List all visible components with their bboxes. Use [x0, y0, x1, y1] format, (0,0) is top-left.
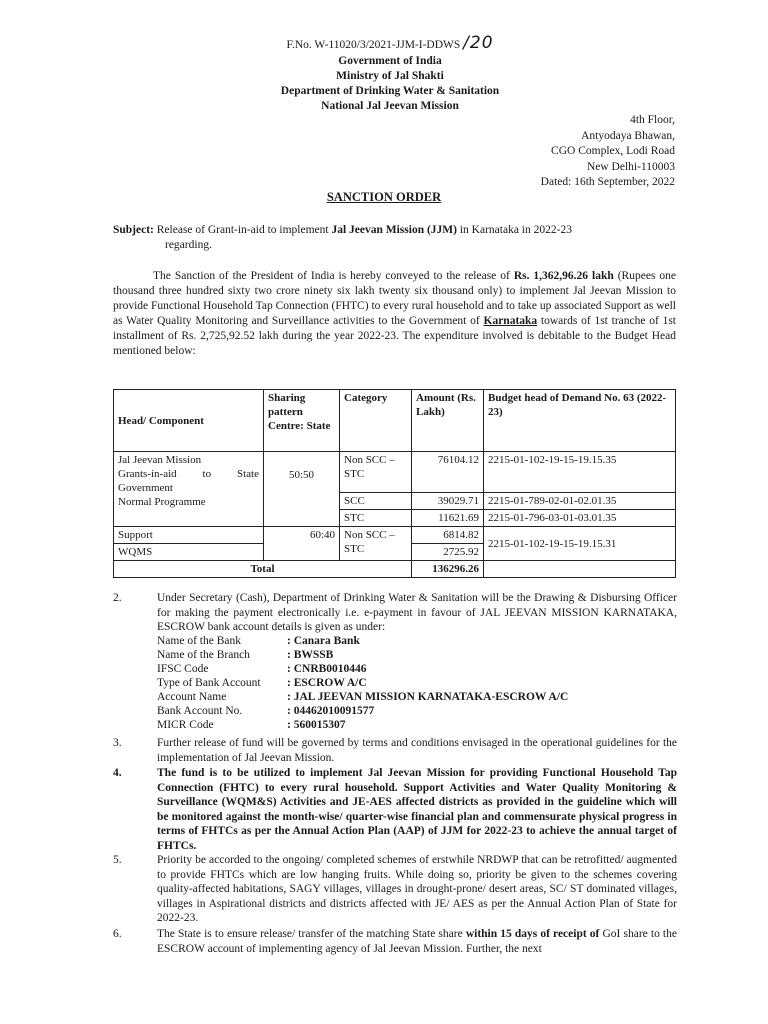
bank-row — [157, 662, 568, 676]
letterhead-line-mission: National Jal Jeevan Mission — [321, 100, 459, 112]
jjm-component-line-1: Jal Jeevan Mission — [118, 454, 202, 466]
file-number — [180, 33, 600, 53]
bank-key: Name of the Branch — [157, 649, 250, 661]
wqms-component-cell: WQMS — [114, 544, 264, 561]
bank-details — [157, 634, 568, 732]
letterhead-line-government: Government of India — [338, 55, 442, 67]
sanction-amount: Rs. 1,362,96.26 lakh — [513, 270, 614, 282]
category-cell: Non SCC – STC — [340, 527, 412, 561]
support-sharing-cell: 60:40 — [264, 527, 340, 561]
item-number: 6. — [113, 928, 122, 940]
subject-block — [113, 223, 683, 253]
jjm-component-cell — [114, 452, 264, 527]
total-label: Total — [114, 561, 412, 578]
bank-row — [157, 648, 568, 662]
bank-key: MICR Code — [157, 719, 214, 731]
address-block — [541, 113, 675, 191]
file-number-text: F.No. W-11020/3/2021-JJM-I-DDWS — [286, 39, 461, 51]
budget-cell: 2215-01-102-19-15-19.15.35 — [484, 452, 676, 493]
subject-line-2: regarding. — [165, 239, 212, 251]
letterhead-line-ministry: Ministry of Jal Shakti — [336, 70, 444, 82]
item-number: 2. — [113, 592, 122, 604]
sanction-paragraph — [113, 269, 676, 359]
header-budget: Budget head of Demand No. 63 (2022-23) — [484, 390, 676, 452]
table-row — [114, 452, 676, 493]
para-part-3: towards of 1st tranche of 1st installment of Rs. 2,725,92.52 lakh during the year 2022-23. The expenditure involved is debitable to the Budget Head mentioned below: — [113, 315, 677, 357]
header-amount: Amount (Rs. Lakh) — [412, 390, 484, 452]
bank-row — [157, 690, 568, 704]
item-text: Under Secretary (Cash), Department of Drinking Water & Sanitation will be the Drawing & Disbursing Officer for making the payment electronically i.e. e-payment in favour of JAL JEEVAN MISSION KARNATAKA, ESCROW bank account details is given as under: — [157, 592, 677, 633]
bank-key: Name of the Bank — [157, 635, 241, 647]
address-floor: 4th Floor, — [630, 114, 675, 126]
header-sharing: Sharing pattern Centre: State — [264, 390, 340, 452]
bank-value: : 04462010091577 — [287, 705, 375, 717]
bank-value: : ESCROW A/C — [287, 677, 367, 689]
address-complex: CGO Complex, Lodi Road — [551, 145, 675, 157]
table-row — [114, 527, 676, 544]
amount-cell: 11621.69 — [412, 510, 484, 527]
item-number: 5. — [113, 854, 122, 866]
table-total-row — [114, 561, 676, 578]
para-part-1: The Sanction of the President of India is hereby conveyed to the release of — [153, 270, 514, 282]
total-amount: 136296.26 — [412, 561, 484, 578]
category-cell: SCC — [340, 493, 412, 510]
bank-row — [157, 704, 568, 718]
bank-key: Bank Account No. — [157, 705, 243, 717]
bank-row — [157, 676, 568, 690]
list-item — [113, 927, 678, 957]
item-text — [157, 927, 677, 956]
bank-value: : CNRB0010446 — [287, 663, 367, 675]
item-number: 4. — [113, 767, 122, 779]
budget-table — [113, 389, 676, 578]
item-text: Further release of fund will be governed by terms and conditions envisaged in the operational guidelines for the implementation of Jal Jeevan Mission. — [157, 737, 677, 764]
bank-value: : BWSSB — [287, 649, 334, 661]
letterhead-line-department: Department of Drinking Water & Sanitation — [280, 85, 500, 97]
item-6-text-a: The State is to ensure release/ transfer of the matching State share — [157, 928, 466, 940]
bank-value: : Canara Bank — [287, 635, 360, 647]
budget-cell: 2215-01-789-02-01-02.01.35 — [484, 493, 676, 510]
para-part-2: (Rupees one thousand three hundred sixty two crore ninety six lakh twenty six thousand only) to implement Jal Jeevan Mission to provide Functional Household Tap Connection (FHTC) to every rural household and to take up associated Support as well as Water Quality Monitoring and Surveillance activities to the Government of — [113, 270, 676, 327]
address-city: New Delhi-110003 — [586, 160, 675, 173]
subject-label: Subject: — [113, 224, 154, 236]
document-date: Dated: 16th September, 2022 — [540, 176, 675, 188]
amount-cell: 39029.71 — [412, 493, 484, 510]
jjm-component-line-2: Grants-in-aid to State — [118, 468, 259, 480]
letterhead — [180, 54, 600, 114]
bank-key: Type of Bank Account — [157, 677, 261, 689]
total-empty-cell — [484, 561, 676, 578]
file-number-handwritten: /20 — [463, 33, 494, 53]
bank-row — [157, 718, 568, 732]
amount-cell: 76104.12 — [412, 452, 484, 493]
bank-row — [157, 634, 568, 648]
support-component-cell: Support — [114, 527, 264, 544]
bank-key: Account Name — [157, 691, 227, 703]
bank-key: IFSC Code — [157, 663, 209, 675]
budget-cell: 2215-01-102-19-15-19.15.31 — [484, 527, 676, 561]
subject-text-c: in Karnataka in 2022-23 — [459, 224, 572, 236]
item-text: Priority be accorded to the ongoing/ completed schemes of erstwhile NRDWP that can be retrofitted/ augmented to provide FHTCs which are low hanging fruits. While doing so, priority be given to the schemes covering quality-affected habitations, SAGY villages, villages in drought-prone/ desert areas, SC/ ST dominated villages, villages in Aspirational districts and districts affected with JE/ AES as per the Annual Action Plan of State for 2022-23. — [157, 854, 677, 924]
bank-value: : 560015307 — [287, 719, 346, 731]
category-cell: STC — [340, 510, 412, 527]
item-text: The fund is to be utilized to implement Jal Jeevan Mission for providing Functional Household Tap Connection (FHTC) to every rural household. Support Activities and Water Quality Monitoring & Surveillance (WQM&S) Activities and JE-AES affected districts as provided in the guideline which will be monitored against the month-wise/ quarter-wise financial plan and commensurate physical progress in terms of FHTCs as per the Annual Action Plan (AAP) of JJM for 2022-23 to achieve the annual target of FHTCs. — [157, 767, 677, 852]
list-item — [113, 736, 678, 766]
item-6-text-c: GoI share to the ESCROW account of implementing agency of Jal Jeevan Mission. Further, the next — [157, 928, 677, 955]
header-component: Head/ Component — [114, 390, 264, 452]
bank-value: : JAL JEEVAN MISSION KARNATAKA-ESCROW A/C — [287, 691, 569, 703]
jjm-component-line-4: Normal Programme — [118, 496, 206, 508]
budget-cell: 2215-01-796-03-01-03.01.35 — [484, 510, 676, 527]
amount-cell: 6814.82 — [412, 527, 484, 544]
list-item — [113, 591, 678, 636]
state-name: Karnataka — [483, 315, 538, 327]
table-header-row — [114, 390, 676, 452]
header-category: Category — [340, 390, 412, 452]
item-6-text-b: within 15 days of receipt of — [465, 928, 600, 940]
address-building: Antyodaya Bhawan, — [581, 129, 675, 142]
subject-text-b: Jal Jeevan Mission (JJM) — [331, 224, 457, 236]
category-cell: Non SCC – STC — [340, 452, 412, 493]
list-item — [113, 766, 678, 850]
item-number: 3. — [113, 737, 122, 749]
amount-cell: 2725.92 — [412, 544, 484, 561]
list-item — [113, 853, 678, 927]
subject-text-a: Release of Grant-in-aid to implement — [156, 224, 329, 236]
jjm-sharing-cell: 50:50 — [264, 452, 340, 527]
document-title: SANCTION ORDER — [326, 190, 442, 204]
jjm-component-line-3: Government — [118, 482, 173, 494]
